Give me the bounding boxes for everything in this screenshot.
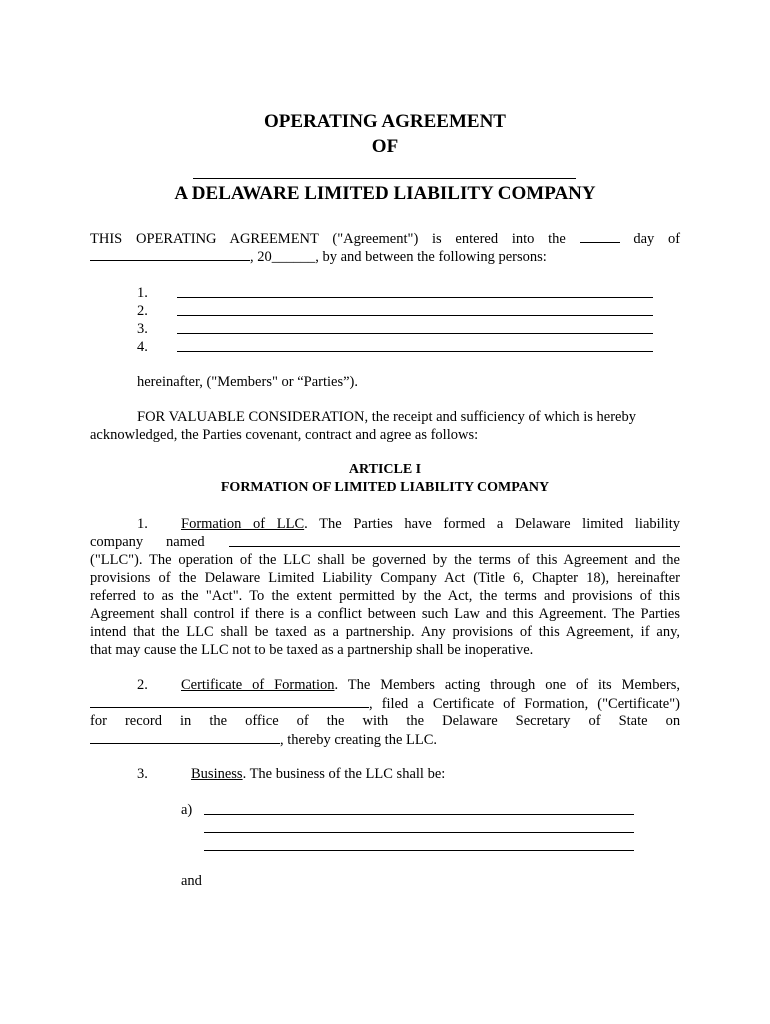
day-blank[interactable] [580,229,620,243]
article-heading: ARTICLE I [348,462,422,477]
section-2-line-1: Certificate of Formation. The Members acting through one of its Members, [181,677,680,693]
title-line-3: A DELAWARE LIMITED LIABILITY COMPANY [174,183,596,204]
hereinafter-text: hereinafter, ("Members" or “Parties”). [137,374,359,390]
consideration-line-2: acknowledged, the Parties covenant, contract and agree as follows: [90,427,479,443]
person-number: 1. [137,285,148,301]
section-2-heading: Certificate of Formation [181,677,335,693]
section-2-line-2: , filed a Certificate of Formation, ("Certificate") [90,694,680,713]
person-number: 3. [137,321,148,337]
business-blank-2[interactable] [204,832,634,833]
section-1-number: 1. [137,516,148,532]
section-1-body-line: Agreement shall control if there is a conflict between such Law and this Agreement. The Parties [90,606,680,622]
section-2-number: 2. [137,677,148,693]
person-3-blank[interactable] [177,333,653,334]
person-2-blank[interactable] [177,315,653,316]
business-blank-1[interactable] [204,814,634,815]
section-2-line-3: for record in the office of the with the Delaware Secretary of State on [90,713,681,729]
llc-name-blank[interactable] [229,546,680,547]
person-number: 2. [137,303,148,319]
section-2-line-4: , thereby creating the LLC. [90,730,437,749]
intro-line-2: , 20______, by and between the following persons: [90,247,547,266]
company-name-blank[interactable] [193,178,576,179]
and-text: and [181,873,202,889]
person-1-blank[interactable] [177,297,653,298]
section-1-body-line: intend that the LLC shall be taxed as a partnership. Any provisions of this Agreement, if any, [90,624,680,640]
section-1-heading: Formation of LLC [181,516,305,532]
title-line-1: OPERATING AGREEMENT [264,111,506,132]
business-blank-3[interactable] [204,850,634,851]
person-4-blank[interactable] [177,351,653,352]
section-1-company: company [90,534,144,550]
section-1-body-line: referred to as the "Act". To the extent permitted by the Act, the terms and provisions of this [90,588,680,604]
consideration-line-1: FOR VALUABLE CONSIDERATION, the receipt and sufficiency of which is hereby [137,409,636,425]
item-a-label: a) [181,802,193,818]
section-3-heading: Business [191,766,243,782]
month-blank[interactable] [90,247,250,261]
section-1-named: named [166,534,205,550]
intro-line-1: THIS OPERATING AGREEMENT ("Agreement") is entered into the day of [90,231,681,247]
person-number: 4. [137,339,148,355]
section-1-line-1: Formation of LLC. The Parties have formed a Delaware limited liability [181,516,680,532]
member-name-blank[interactable] [90,694,369,708]
section-3-number: 3. [137,766,148,782]
filing-date-blank[interactable] [90,730,280,744]
section-1-body-line: provisions of the Delaware Limited Liability Company Act (Title 6, Chapter 18), hereinafter [90,570,680,586]
section-1-body-last-line: that may cause the LLC not to be taxed as a partnership shall be inoperative. [90,642,534,658]
section-1-body-line: ("LLC"). The operation of the LLC shall be governed by the terms of this Agreement and the [90,552,680,568]
title-line-2: OF [371,136,399,157]
article-title: FORMATION OF LIMITED LIABILITY COMPANY [220,480,550,495]
section-3-line: Business. The business of the LLC shall be: [191,766,446,782]
